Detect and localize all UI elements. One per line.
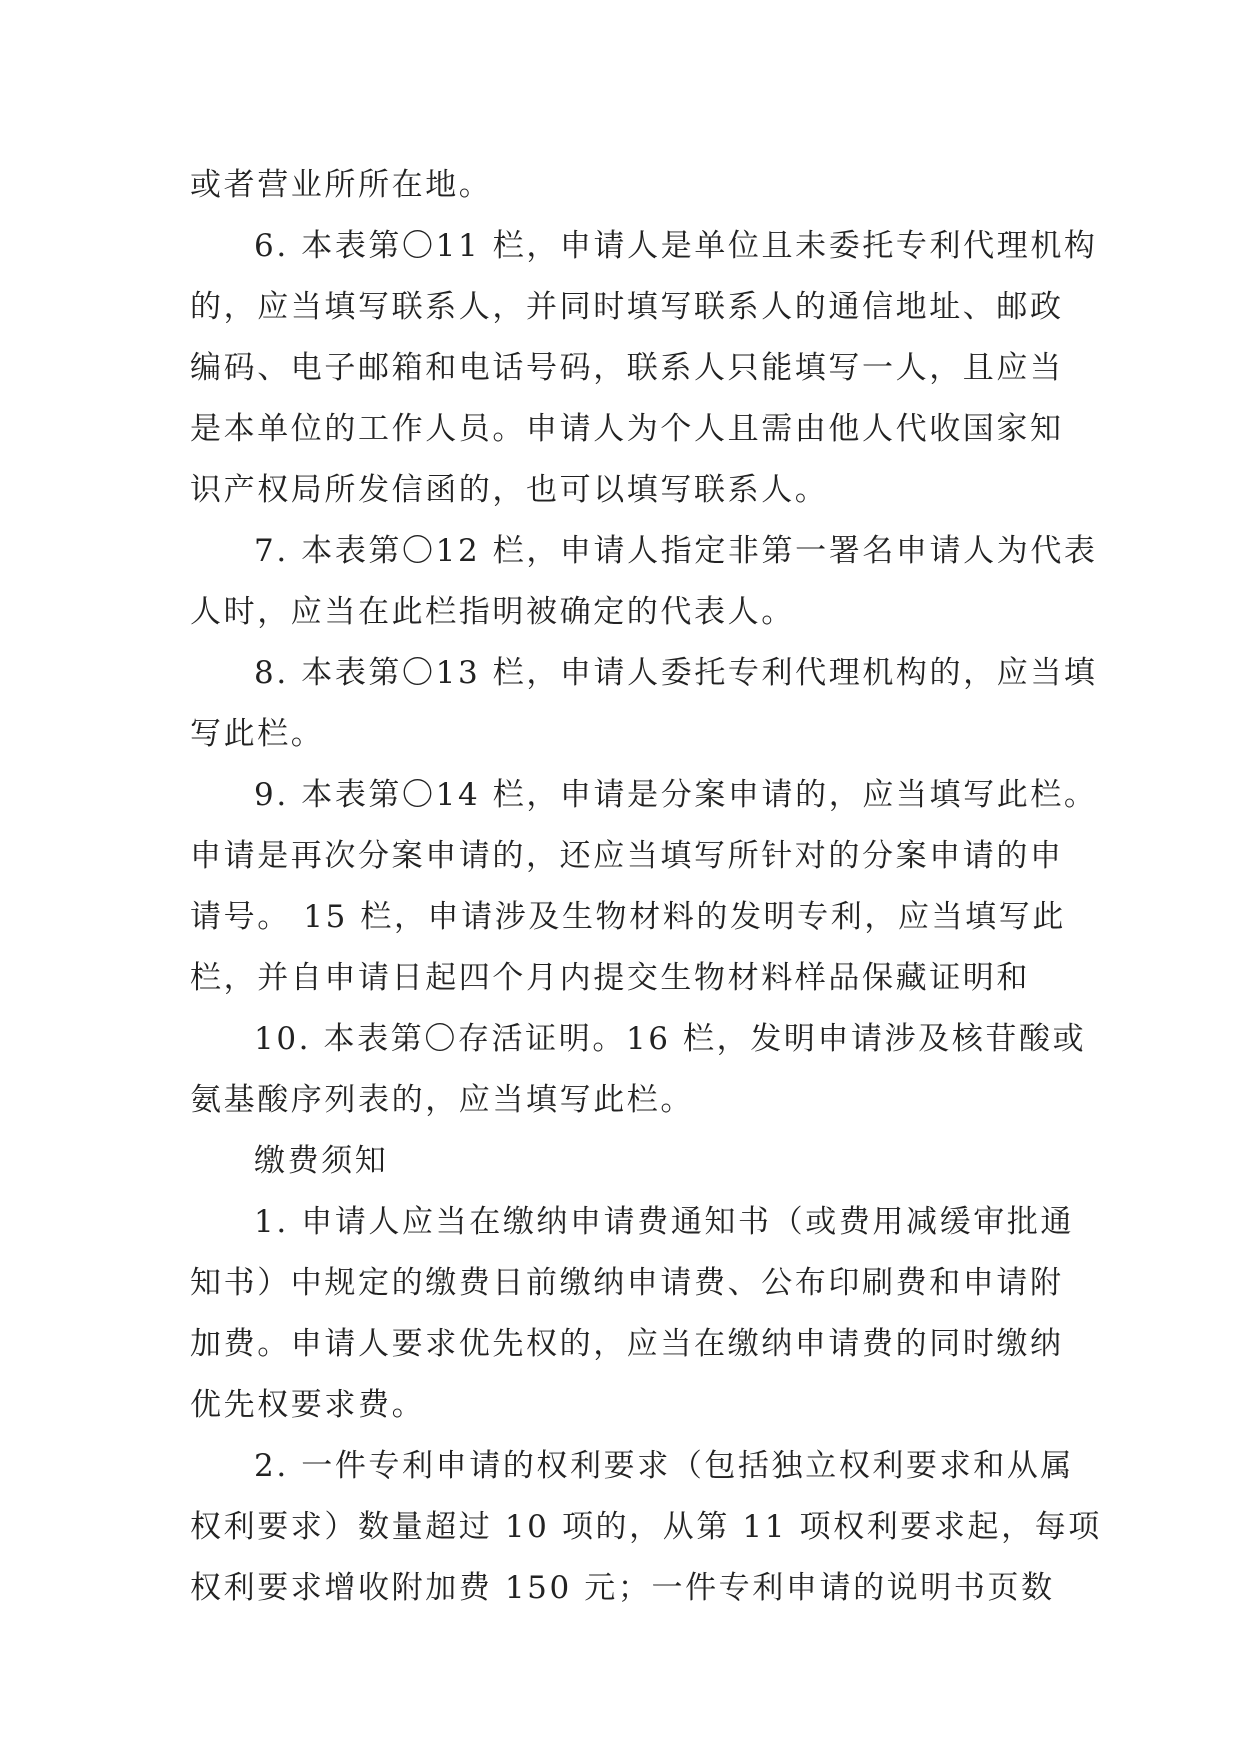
section-heading: 缴费须知 [254,1143,389,1179]
text-line: 申请是再次分案申请的，还应当填写所针对的分案申请的申 [190,838,1064,874]
body-text [190,155,1102,1619]
text-line: 6. 本表第〇11 栏，申请人是单位且未委托专利代理机构 [254,228,1098,264]
text-line: 识产权局所发信函的，也可以填写联系人。 [190,472,829,508]
text-line: 氨基酸序列表的，应当填写此栏。 [190,1082,694,1118]
text-line: 栏，并自申请日起四个月内提交生物材料样品保藏证明和 [190,960,1030,996]
text-line: 2. 一件专利申请的权利要求（包括独立权利要求和从属 [254,1448,1075,1484]
text-line: 优先权要求费。 [190,1387,426,1423]
text-line: 权利要求）数量超过 10 项的，从第 11 项权利要求起，每项 [190,1509,1102,1545]
text-line: 请号。 15 栏，申请涉及生物材料的发明专利，应当填写此 [190,899,1066,935]
text-line: 的，应当填写联系人，并同时填写联系人的通信地址、邮政 [190,289,1064,325]
text-line: 10. 本表第〇存活证明。16 栏，发明申请涉及核苷酸或 [254,1021,1087,1057]
text-line: 知书）中规定的缴费日前缴纳申请费、公布印刷费和申请附 [190,1265,1064,1301]
text-line: 权利要求增收附加费 150 元；一件专利申请的说明书页数 [190,1570,1055,1606]
text-line: 9. 本表第〇14 栏，申请是分案申请的，应当填写此栏。 [254,777,1098,813]
text-line: 加费。申请人要求优先权的，应当在缴纳申请费的同时缴纳 [190,1326,1064,1362]
text-line: 写此栏。 [190,716,325,752]
text-line: 是本单位的工作人员。申请人为个人且需由他人代收国家知 [190,411,1064,447]
text-line: 编码、电子邮箱和电话号码，联系人只能填写一人，且应当 [190,350,1064,386]
text-line: 1. 申请人应当在缴纳申请费通知书（或费用减缓审批通 [254,1204,1075,1240]
text-line: 人时，应当在此栏指明被确定的代表人。 [190,594,795,630]
text-line: 8. 本表第〇13 栏，申请人委托专利代理机构的，应当填 [254,655,1098,691]
text-line: 或者营业所所在地。 [190,167,493,203]
text-line: 7. 本表第〇12 栏，申请人指定非第一署名申请人为代表 [254,533,1098,569]
